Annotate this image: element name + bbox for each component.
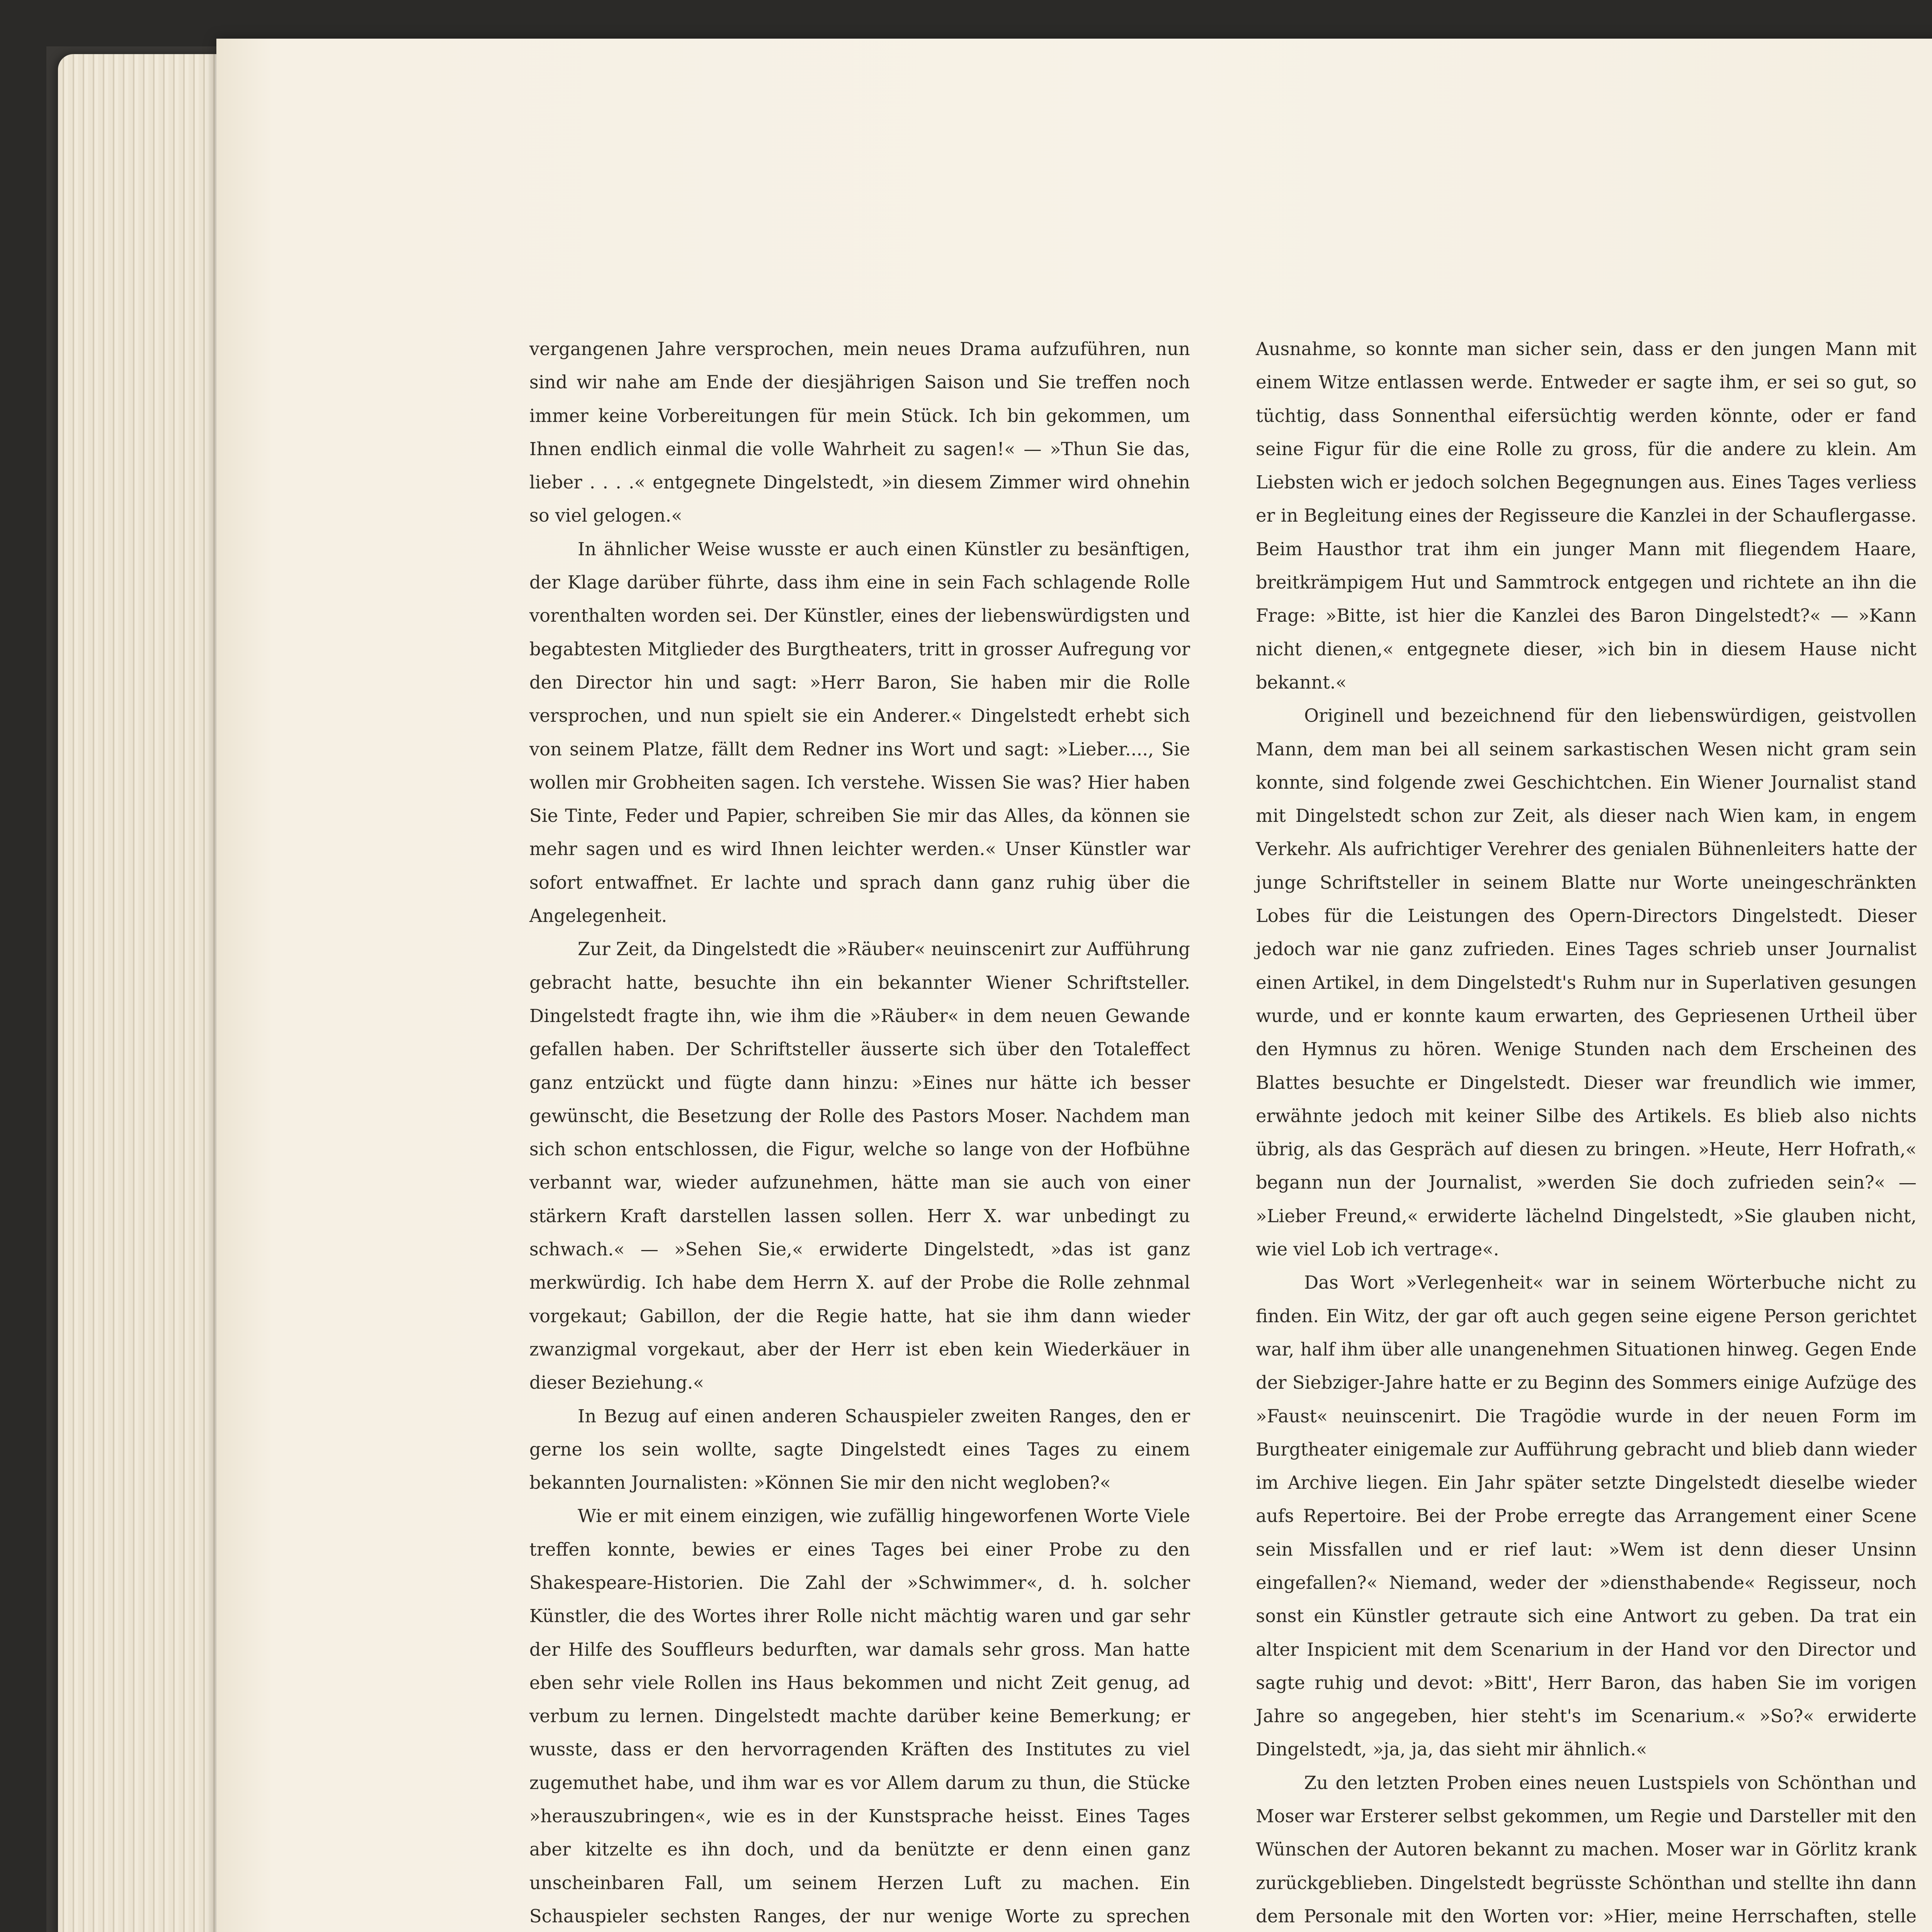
right-column	[1256, 332, 1917, 1932]
page-edges	[58, 54, 220, 1932]
paragraph: Ausnahme, so konnte man sicher sein, dass er den jungen Mann mit einem Witze entlassen werde. Entweder er sagte ihm, er sei so gut, so tüchtig, dass Sonnenthal eifersüchtig werden könnte, oder er fand seine Figur für die eine Rolle zu gross, für die andere zu klein. Am Liebsten wich er jedoch solchen Begegnungen aus. Eines Tages verliess er in Begleitung eines der Regisseure die Kanzlei in der Schauflergasse. Beim Hausthor trat ihm ein junger Mann mit fliegendem Haare, breitkrämpigem Hut und Sammtrock entgegen und richtete an ihn die Frage: »Bitte, ist hier die Kanzlei des Baron Dingelstedt?« — »Kann nicht dienen,« entgegnete dieser, »ich bin in diesem Hause nicht bekannt.«	[1256, 338, 1917, 693]
paragraph: Wie er mit einem einzigen, wie zufällig hingeworfenen Worte Viele treffen konnte, bewies er eines Tages bei einer Probe zu den Shakespeare-Historien. Die Zahl der »Schwimmer«, d. h. solcher Künstler, die des Wortes ihrer Rolle nicht mächtig waren und gar sehr der Hilfe des Souffleurs bedurften, war damals sehr gross. Man hatte eben sehr viele Rollen ins Haus bekommen und nicht Zeit genug, ad verbum zu lernen. Dingelstedt machte darüber keine Bemerkung; er wusste, dass er den hervorragenden Kräften des Institutes zu viel zugemuthet habe, und ihm war es vor Allem darum zu thun, die Stücke »herauszubringen«, wie es in der Kunstsprache heisst. Eines Tages aber kitzelte es ihn doch, und da benützte er denn einen ganz unscheinbaren Fall, um seinem Herzen Luft zu machen. Ein Schauspieler sechsten Ranges, der nur wenige Worte zu sprechen	[529, 1505, 1190, 1927]
text-body	[529, 332, 1932, 1932]
paragraph: vergangenen Jahre versprochen, mein neues Drama aufzuführen, nun sind wir nahe am Ende der diesjährigen Saison und Sie treffen noch immer keine Vorbereitungen für mein Stück. Ich bin gekommen, um Ihnen endlich einmal die volle Wahrheit zu sagen!« — »Thun Sie das, lieber . . . .« entgegnete Dingelstedt, »in diesem Zimmer wird ohnehin so viel gelogen.«	[529, 338, 1190, 526]
paragraph: Das Wort »Verlegenheit« war in seinem Wörterbuche nicht zu finden. Ein Witz, der gar oft auch gegen seine eigene Person gerichtet war, half ihm über alle unangenehmen Situationen hinweg. Gegen Ende der Siebziger-Jahre hatte er zu Beginn des Sommers einige Aufzüge des »Faust« neuinscenirt. Die Tragödie wurde in der neuen Form im Burgtheater einigemale zur Aufführung gebracht und blieb dann wieder im Archive liegen. Ein Jahr später setzte Dingelstedt dieselbe wieder aufs Repertoire. Bei der Probe erregte das Arrangement einer Scene sein Missfallen und er rief laut: »Wem ist denn dieser Unsinn eingefallen?« Niemand, weder der »diensthabende« Regisseur, noch sonst ein Künstler getraute sich eine Antwort zu geben. Da trat ein alter Inspicient mit dem Scenarium in der Hand vor den Director und sagte ruhig und devot: »Bitt', Herr Baron, das haben Sie im vorigen Jahre so angegeben, hier steht's im Scenarium.« »So?« erwiderte Dingelstedt, »ja, ja, das sieht mir ähnlich.«	[1256, 1272, 1917, 1760]
paragraph: Zur Zeit, da Dingelstedt die »Räuber« neuinscenirt zur Aufführung gebracht hatte, besuchte ihn ein bekannter Wiener Schriftsteller. Dingelstedt fragte ihn, wie ihm die »Räuber« in dem neuen Gewande gefallen haben. Der Schriftsteller äusserte sich über den Totaleffect ganz entzückt und fügte dann hinzu: »Eines nur hätte ich besser gewünscht, die Besetzung der Rolle des Pastors Moser. Nachdem man sich schon entschlossen, die Figur, welche so lange von der Hofbühne verbannt war, wieder aufzunehmen, hätte man sie auch von einer stärkern Kraft darstellen lassen sollen. Herr X. war unbedingt zu schwach.« — »Sehen Sie,« erwiderte Dingelstedt, »das ist ganz merkwürdig. Ich habe dem Herrn X. auf der Probe die Rolle zehnmal vorgekaut; Gabillon, der die Regie hatte, hat sie ihm dann wieder zwanzigmal vorgekaut, aber der Herr ist eben kein Wiederkäuer in dieser Beziehung.«	[529, 939, 1190, 1393]
paragraph: In ähnlicher Weise wusste er auch einen Künstler zu besänftigen, der Klage darüber führte, dass ihm eine in sein Fach schlagende Rolle vorenthalten worden sei. Der Künstler, eines der liebenswürdigsten und begabtesten Mitglieder des Burgtheaters, tritt in grosser Aufregung vor den Director hin und sagt: »Herr Baron, Sie haben mir die Rolle versprochen, und nun spielt sie ein Anderer.« Dingelstedt erhebt sich von seinem Platze, fällt dem Redner ins Wort und sagt: »Lieber...., Sie wollen mir Grobheiten sagen. Ich verstehe. Wissen Sie was? Hier haben Sie Tinte, Feder und Papier, schreiben Sie mir das Alles, da können sie mehr sagen und es wird Ihnen leichter werden.« Unser Künstler war sofort entwaffnet. Er lachte und sprach dann ganz ruhig über die Angelegenheit.	[529, 538, 1190, 927]
left-column	[529, 332, 1190, 1932]
paragraph: Originell und bezeichnend für den liebenswürdigen, geistvollen Mann, dem man bei all seinem sarkastischen Wesen nicht gram sein konnte, sind folgende zwei Geschichtchen. Ein Wiener Journalist stand mit Dingelstedt schon zur Zeit, als dieser nach Wien kam, in engem Verkehr. Als aufrichtiger Verehrer des genialen Bühnenleiters hatte der junge Schriftsteller in seinem Blatte nur Worte uneingeschränkten Lobes für die Leistungen des Opern-Directors Dingelstedt. Dieser jedoch war nie ganz zufrieden. Eines Tages schrieb unser Journalist einen Artikel, in dem Dingelstedt's Ruhm nur in Superlativen gesungen wurde, und er konnte kaum erwarten, des Gepriesenen Urtheil über den Hymnus zu hören. Wenige Stunden nach dem Erscheinen des Blattes besuchte er Dingelstedt. Dieser war freundlich wie immer, erwähnte jedoch mit keiner Silbe des Artikels. Es blieb also nichts übrig, als das Gespräch auf diesen zu bringen. »Heute, Herr Hofrath,« begann nun der Journalist, »werden Sie doch zufrieden sein?« — »Lieber Freund,« erwiderte lächelnd Dingelstedt, »Sie glauben nicht, wie viel Lob ich vertrage«.	[1256, 705, 1917, 1260]
paragraph: Zu den letzten Proben eines neuen Lustspiels von Schönthan und Moser war Ersterer selbst gekommen, um Regie und Darsteller mit den Wünschen der Autoren bekannt zu machen. Moser war in Görlitz krank zurückgeblieben. Dingelstedt begrüsste Schönthan und stellte ihn dann dem Personale mit den Worten vor: »Hier, meine Herrschaften, stelle	[1256, 1772, 1917, 1927]
paragraph: In Bezug auf einen anderen Schauspieler zweiten Ranges, den er gerne los sein wollte, sagte Dingelstedt eines Tages zu einem bekannten Journalisten: »Können Sie mir den nicht wegloben?«	[529, 1405, 1190, 1493]
